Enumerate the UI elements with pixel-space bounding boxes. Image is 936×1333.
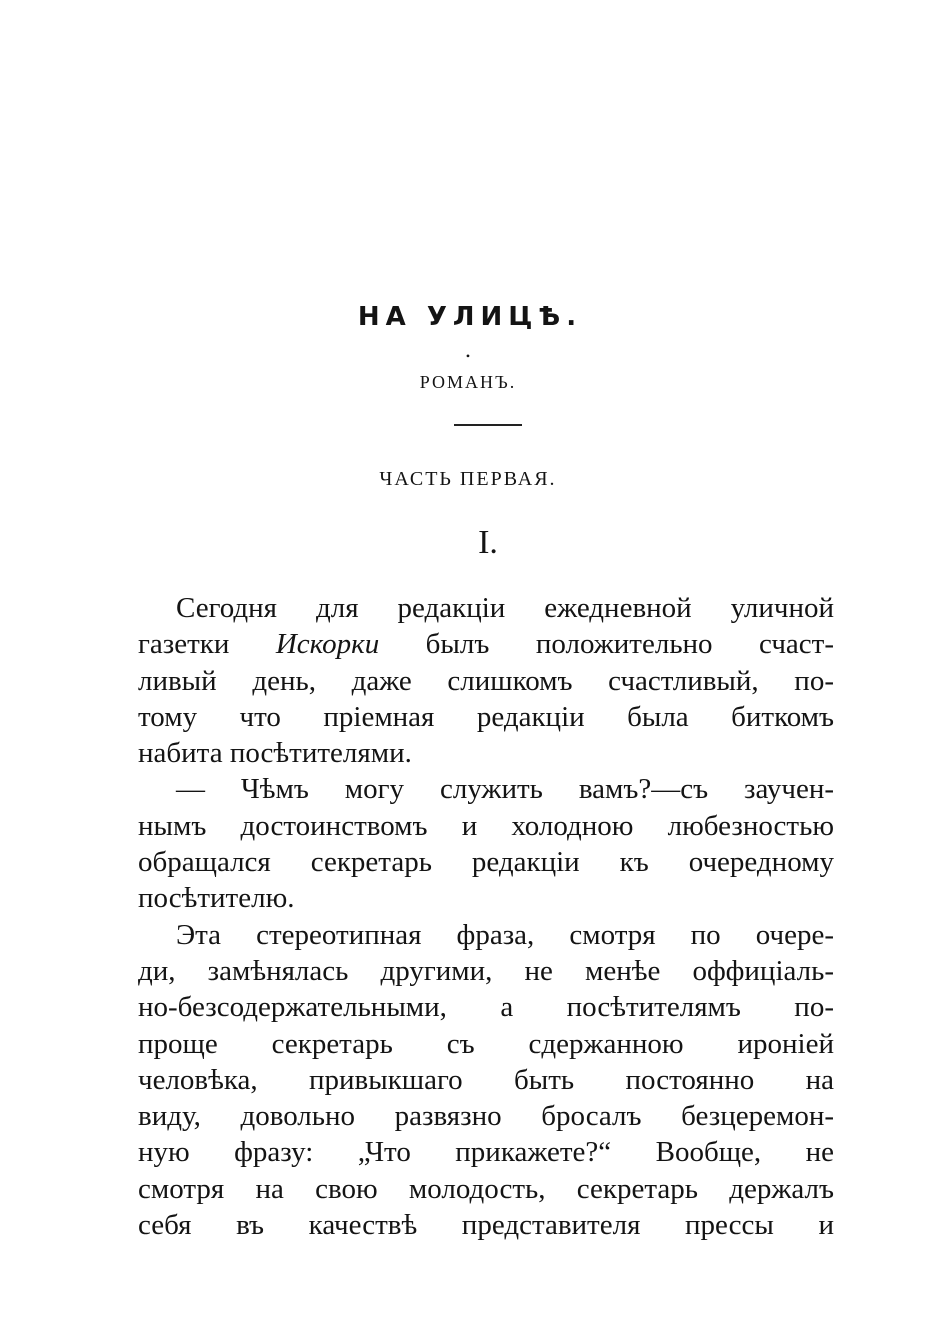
text-line: обращался секретарь редакціи къ очередному (138, 846, 834, 879)
part-heading: ЧАСТЬ ПЕРВАЯ. (379, 468, 557, 490)
text-line: набита посѣтителями. (138, 737, 412, 770)
chapter-number: I. (478, 524, 498, 561)
text-span: газетки (138, 628, 276, 661)
text-line: смотря на свою молодость, секретарь держалъ (138, 1172, 834, 1205)
genre-subtitle: РОМАНЪ. (419, 372, 517, 392)
text-line: нымъ достоинствомъ и холодною любезностью (138, 809, 834, 842)
text-line: но-безсодержательными, а посѣтителямъ по- (138, 991, 834, 1024)
divider-rule (454, 424, 522, 426)
text-line: посѣтителю. (138, 882, 295, 915)
text-line: ливый день, даже слишкомъ счастливый, по- (138, 664, 834, 697)
text-line: тому что пріемная редакціи была биткомъ (138, 700, 834, 733)
text-line: — Чѣмъ могу служить вамъ?—съ заучен- (176, 773, 834, 806)
newspaper-name: Искорки (275, 628, 380, 661)
text-line: ди, замѣнялась другими, не менѣе оффиціаль- (138, 954, 834, 987)
body-text (138, 590, 834, 1243)
text-line: себя въ качествѣ представителя прессы и (138, 1209, 834, 1242)
novel-title: НА УЛИЦѢ. (357, 302, 583, 332)
ornament-mark: • (465, 349, 471, 363)
text-line: Эта стереотипная фраза, смотря по очере- (176, 918, 834, 951)
text-line (138, 626, 834, 662)
text-line: Сегодня для редакціи ежедневной уличной (176, 592, 834, 624)
text-line: проще секретарь съ сдержанною ироніей (138, 1027, 834, 1060)
text-line: виду, довольно развязно бросалъ безцеремон- (138, 1100, 834, 1133)
text-span: былъ положительно счаст- (379, 628, 834, 661)
text-line: ную фразу: „Что прикажете?“ Вообще, не (138, 1136, 834, 1169)
text-line: человѣка, привыкшаго быть постоянно на (138, 1063, 834, 1096)
